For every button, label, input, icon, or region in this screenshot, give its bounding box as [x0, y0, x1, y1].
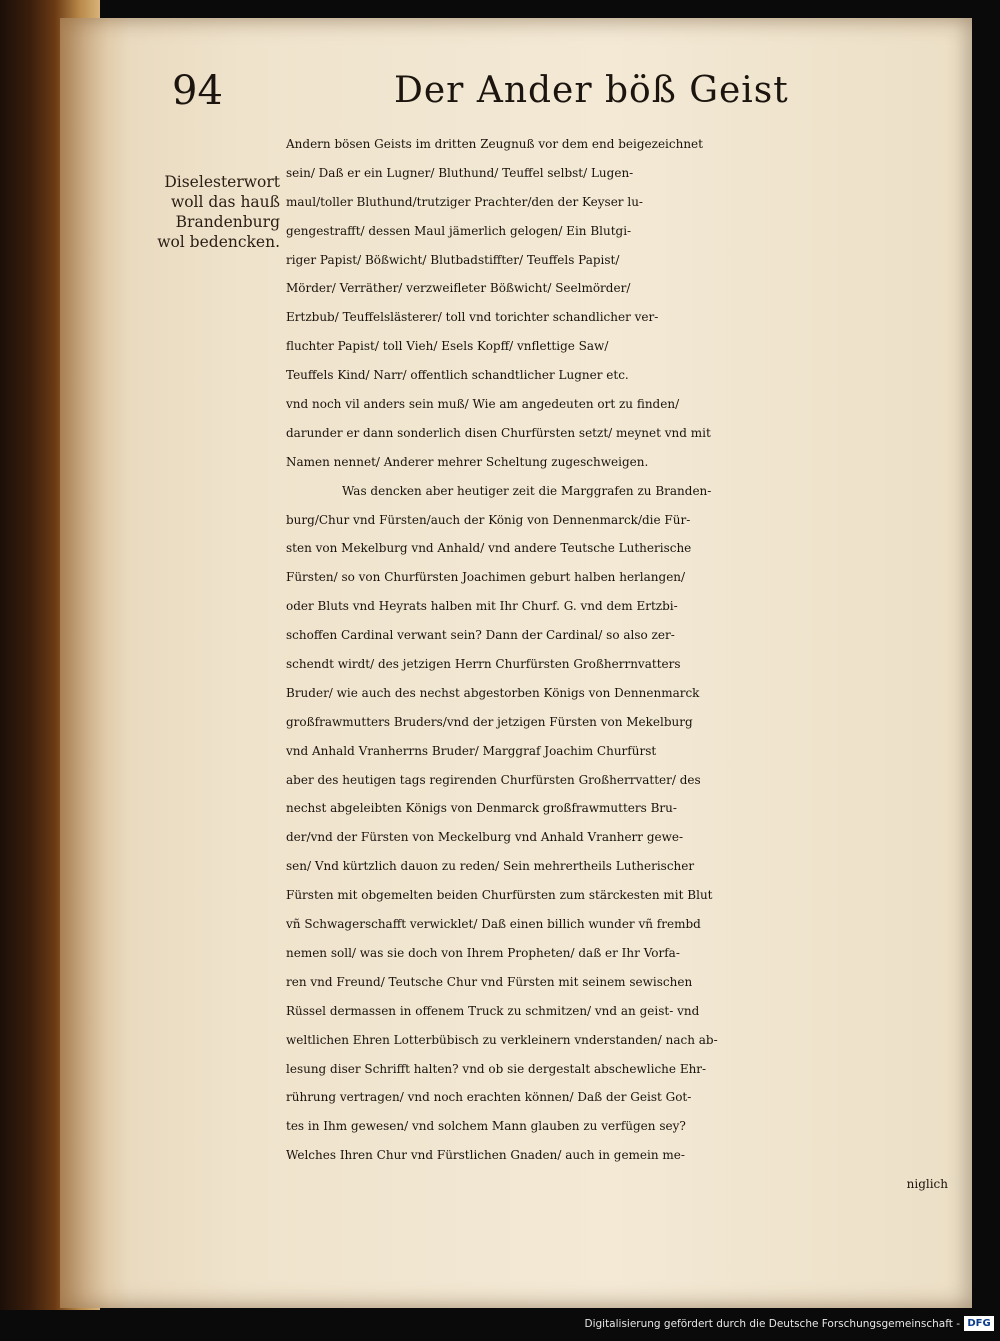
- text-line: oder Bluts vnd Heyrats halben mit Ihr Churf. G. vnd dem Ertzbi-: [286, 599, 678, 614]
- text-line: nemen soll/ was sie doch von Ihrem Propheten/ daß er Ihr Vorfa-: [286, 945, 680, 960]
- text-line: gengestrafft/ dessen Maul jämerlich gelogen/ Ein Blutgi-: [286, 223, 632, 238]
- text-line: Bruder/ wie auch des nechst abgestorben Königs von Dennenmarck: [286, 685, 700, 700]
- text-line: Fürsten/ so von Churfürsten Joachimen geburt halben herlangen/: [286, 570, 686, 585]
- page-stain: [60, 18, 130, 1308]
- text-line: großfrawmutters Bruders/vnd der jetzigen Fürsten von Mekelburg: [286, 714, 693, 729]
- text-line: Namen nennet/ Anderer mehrer Scheltung zugeschweigen.: [286, 454, 649, 469]
- page-number: 94: [172, 68, 223, 114]
- marginal-note-line: Brandenburg: [175, 213, 280, 231]
- page-header: [172, 68, 872, 124]
- text-line: rührung vertragen/ vnd noch erachten können/ Daß der Geist Got-: [286, 1090, 692, 1105]
- marginal-note-line: woll das hauß: [170, 193, 280, 211]
- text-line: tes in Ihm gewesen/ vnd solchem Mann glauben zu verfügen sey?: [286, 1119, 686, 1134]
- text-line: nechst abgeleibten Königs von Denmarck großfrawmutters Bru-: [286, 801, 677, 816]
- text-line: schendt wirdt/ des jetzigen Herrn Churfürsten Großherrnvatters: [286, 657, 681, 672]
- text-line: Rüssel dermassen in offenem Truck zu schmitzen/ vnd an geist- vnd: [286, 1003, 700, 1018]
- text-line: Fürsten mit obgemelten beiden Churfürsten zum stärckesten mit Blut: [286, 888, 713, 903]
- marginal-note: [140, 172, 280, 252]
- text-line: aber des heutigen tags regirenden Churfürsten Großherrvatter/ des: [286, 772, 701, 787]
- text-line: der/vnd der Fürsten von Meckelburg vnd Anhald Vranherr gewe-: [286, 830, 684, 845]
- text-line: Welches Ihren Chur vnd Fürstlichen Gnaden/ auch in gemein me-: [286, 1148, 685, 1163]
- footer-credit: Digitalisierung gefördert durch die Deutsche Forschungsgemeinschaft -: [584, 1318, 960, 1330]
- text-line: fluchter Papist/ toll Vieh/ Esels Kopff/ vnflettige Saw/: [286, 339, 609, 354]
- text-line: sein/ Daß er ein Lugner/ Bluthund/ Teuffel selbst/ Lugen-: [286, 165, 634, 180]
- text-line: Ertzbub/ Teuffelslästerer/ toll vnd torichter schandlicher ver-: [286, 310, 659, 325]
- paragraph-start-line: Was dencken aber heutiger zeit die Marggrafen zu Branden-: [342, 483, 712, 498]
- text-line: vñ Schwagerschafft verwicklet/ Daß einen billich wunder vñ frembd: [286, 917, 701, 932]
- text-line: sen/ Vnd kürtzlich dauon zu reden/ Sein mehrertheils Lutherischer: [286, 859, 695, 874]
- text-line: Teuffels Kind/ Narr/ offentlich schandtlicher Lugner etc.: [286, 368, 629, 383]
- catchword: niglich: [906, 1177, 948, 1192]
- text-line: ren vnd Freund/ Teutsche Chur vnd Fürsten mit seinem sewischen: [286, 974, 693, 989]
- text-line: maul/toller Bluthund/trutziger Prachter/den der Keyser lu-: [286, 194, 643, 209]
- text-line: vnd Anhald Vranherrns Bruder/ Marggraf Joachim Churfürst: [286, 743, 657, 758]
- text-line: sten von Mekelburg vnd Anhald/ vnd andere Teutsche Lutherische: [286, 541, 692, 556]
- text-line: Mörder/ Verräther/ verzweifleter Bößwicht/ Seelmörder/: [286, 281, 631, 296]
- text-line: lesung diser Schrifft halten? vnd ob sie dergestalt abschewliche Ehr-: [286, 1061, 707, 1076]
- text-line: vnd noch vil anders sein muß/ Wie am angedeuten ort zu finden/: [286, 397, 680, 412]
- text-line: weltlichen Ehren Lotterbübisch zu verkleinern vnderstanden/ nach ab-: [286, 1032, 718, 1047]
- text-line: schoffen Cardinal verwant sein? Dann der Cardinal/ so also zer-: [286, 628, 675, 643]
- body-text: [286, 130, 954, 1199]
- text-line: darunder er dann sonderlich disen Churfürsten setzt/ meynet vnd mit: [286, 425, 711, 440]
- text-line: Andern bösen Geists im dritten Zeugnuß vor dem end beigezeichnet: [286, 137, 703, 151]
- marginal-note-line: Diselesterwort: [164, 173, 280, 191]
- text-line: burg/Chur vnd Fürsten/auch der König von Dennenmarck/die Für-: [286, 512, 691, 527]
- running-title: Der Ander böß Geist: [394, 70, 789, 111]
- text-line: riger Papist/ Bößwicht/ Blutbadstiffter/ Teuffels Papist/: [286, 252, 620, 267]
- dfg-logo: DFG: [964, 1316, 994, 1331]
- marginal-note-line: wol bedencken.: [157, 233, 280, 251]
